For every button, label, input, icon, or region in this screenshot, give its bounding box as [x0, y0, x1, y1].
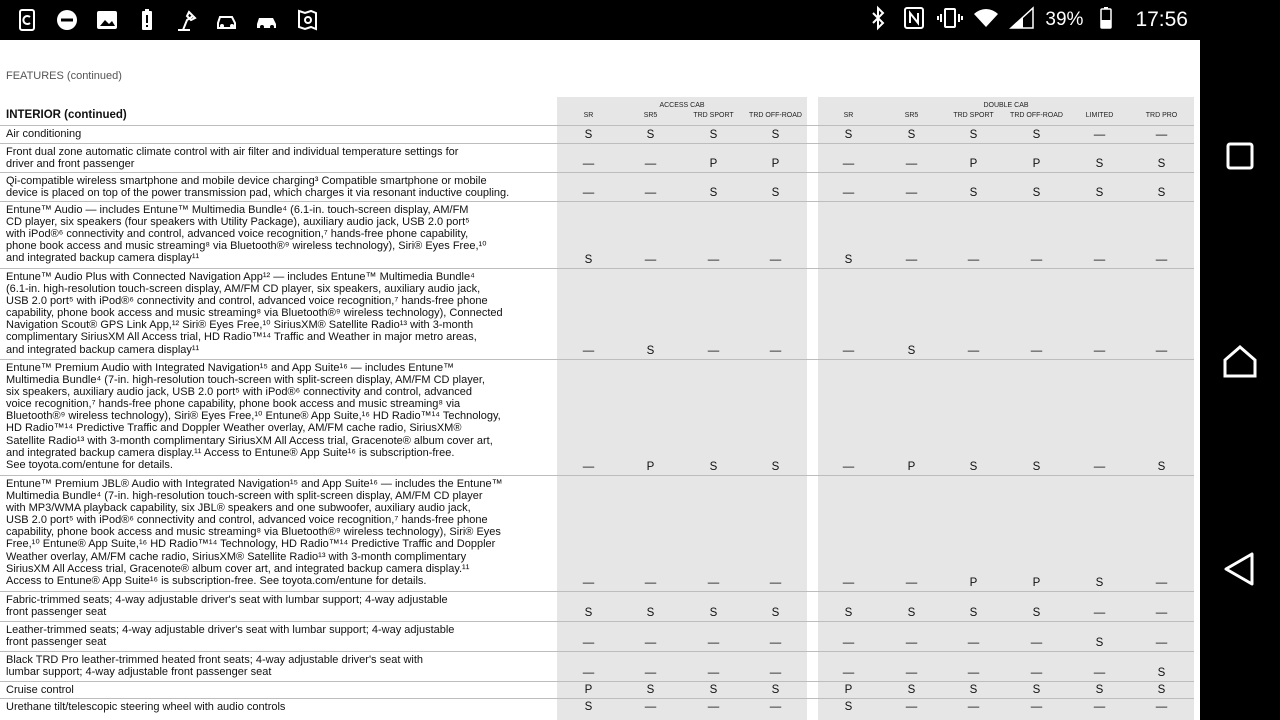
availability-cell: — — [1155, 254, 1168, 266]
battery-icon — [1093, 5, 1119, 36]
availability-cell: — — [842, 345, 855, 357]
availability-cell: — — [1093, 667, 1106, 679]
availability-cell: S — [584, 607, 593, 619]
availability-cell: S — [969, 607, 978, 619]
availability-cell: P — [1032, 577, 1041, 589]
availability-cell: S — [844, 254, 853, 266]
availability-cell: S — [969, 187, 978, 199]
availability-cell: — — [707, 637, 720, 649]
feature-description: Urethane tilt/telescopic steering wheel with audio controls — [6, 701, 286, 713]
availability-cell: — — [967, 345, 980, 357]
availability-cell: — — [1155, 701, 1168, 713]
availability-cell: — — [644, 577, 657, 589]
availability-cell: — — [905, 577, 918, 589]
availability-cell: S — [1032, 607, 1041, 619]
availability-cell: P — [1032, 158, 1041, 170]
availability-cell: — — [842, 158, 855, 170]
car-icon — [254, 7, 280, 33]
screenshot-icon — [14, 7, 40, 33]
feature-description: Air conditioning — [6, 128, 82, 140]
availability-cell: S — [1095, 637, 1104, 649]
availability-cell: S — [1095, 187, 1104, 199]
do-not-disturb-icon — [54, 7, 80, 33]
image-icon — [94, 7, 120, 33]
availability-cell: S — [907, 684, 916, 696]
availability-cell: — — [644, 158, 657, 170]
availability-cell: — — [1155, 577, 1168, 589]
table-row — [0, 359, 1194, 475]
feature-description: Entune™ Premium JBL® Audio with Integrated Navigation¹⁵ and App Suite¹⁶ — includes the Entune™ Multimedia Bundle⁴ (7-in. high-resolution touch-screen with split-screen display, AM/FM CD player with MP3/WMA playback capability, six JBL® speakers and one subwoofer, auxiliary audio jack, USB 2.0 port⁵ with iPod®⁶ connectivity and control, advanced voice recognition,⁷ hands-free phone capability, phone book access and music streaming⁸ via Bluetooth®⁹ wireless technology), Siri® Eyes Free,¹⁰ Entune® App Suite,¹⁶ HD Radio™¹⁴ Technology, HD Radio™¹⁴ Predictive Traffic and Doppler Weather overlay, AM/FM cache radio, SiriusXM® Satellite Radio¹³ with 3-month complimentary SiriusXM All Access trial, Gracenote® album cover art, and integrated backup camera display.¹¹ Access to Entune® App Suite¹⁶ is subscription-free. See toyota.com/entune for details. — [6, 478, 503, 587]
column-header: TRD OFF-ROAD — [749, 112, 802, 119]
availability-cell: S — [646, 345, 655, 357]
availability-cell: — — [582, 345, 595, 357]
availability-cell: S — [1032, 684, 1041, 696]
availability-cell: — — [769, 701, 782, 713]
availability-cell: — — [582, 461, 595, 473]
table-row — [0, 201, 1194, 268]
availability-cell: — — [905, 637, 918, 649]
clock: 17:56 — [1135, 8, 1188, 31]
map-search-icon — [294, 7, 320, 33]
feature-description: Fabric-trimmed seats; 4-way adjustable driver's seat with lumbar support; 4-way adjustable front passenger seat — [6, 594, 448, 619]
availability-cell: — — [644, 637, 657, 649]
recents-button[interactable] — [1220, 136, 1260, 176]
availability-cell: — — [582, 187, 595, 199]
availability-cell: — — [1030, 345, 1043, 357]
availability-cell: — — [1155, 129, 1168, 141]
availability-cell: S — [646, 684, 655, 696]
group-header-access-cab: ACCESS CAB — [659, 102, 705, 109]
column-header: TRD OFF-ROAD — [1010, 112, 1063, 119]
availability-cell: — — [1030, 254, 1043, 266]
recents-icon — [1220, 136, 1260, 176]
home-button[interactable] — [1220, 342, 1260, 382]
feature-description: Black TRD Pro leather-trimmed heated front seats; 4-way adjustable driver's seat with lumbar support; 4-way adjustable front passenger seat — [6, 654, 424, 679]
availability-cell: S — [584, 129, 593, 141]
column-headers — [0, 112, 1200, 124]
availability-cell: S — [969, 461, 978, 473]
back-icon — [1220, 549, 1260, 589]
availability-cell: S — [646, 607, 655, 619]
navigation-bar — [1200, 40, 1280, 720]
availability-cell: S — [1157, 667, 1166, 679]
availability-cell: S — [771, 461, 780, 473]
availability-cell: S — [584, 701, 593, 713]
availability-cell: — — [905, 701, 918, 713]
column-header: TRD SPORT — [953, 112, 994, 119]
availability-cell: S — [709, 684, 718, 696]
table-row — [0, 681, 1194, 698]
availability-cell: S — [1157, 158, 1166, 170]
system-icons — [865, 0, 1188, 40]
availability-cell: — — [707, 254, 720, 266]
feature-description: Entune™ Premium Audio with Integrated Navigation¹⁵ and App Suite¹⁶ — includes Entune™ Multimedia Bundle⁴ (7-in. high-resolution touch-screen with split-screen display, AM/FM CD player, six speakers, auxiliary audio jack, USB 2.0 port⁵ with iPod®⁶ connectivity and control, advanced voice recognition,⁷ hands-free phone capability, phone book access and music streaming⁸ via Bluetooth®⁹ wireless technology), Siri® Eyes Free,¹⁰ Entune® App Suite,¹⁶ HD Radio™¹⁴ Technology, HD Radio™¹⁴ Predictive Traffic and Doppler Weather overlay, AM/FM cache radio, SiriusXM® Satellite Radio¹³ with 3-month complimentary SiriusXM All Access trial, Gracenote® album cover art, and integrated backup camera display.¹¹ Access to Entune® App Suite¹⁶ is subscription-free. See toyota.com/entune for details. — [6, 362, 501, 471]
availability-cell: — — [644, 187, 657, 199]
availability-cell: — — [905, 667, 918, 679]
availability-cell: — — [1030, 667, 1043, 679]
availability-cell: S — [709, 187, 718, 199]
availability-cell: — — [1155, 345, 1168, 357]
column-header: LIMITED — [1085, 112, 1114, 119]
table-row — [0, 125, 1194, 143]
column-header: SR — [583, 112, 594, 119]
availability-cell: P — [844, 684, 853, 696]
availability-cell: — — [769, 345, 782, 357]
availability-cell: — — [582, 637, 595, 649]
availability-cell: — — [1093, 129, 1106, 141]
availability-cell: — — [842, 187, 855, 199]
car-icon — [214, 7, 240, 33]
availability-cell: — — [1030, 637, 1043, 649]
availability-cell: — — [842, 667, 855, 679]
availability-cell: S — [844, 701, 853, 713]
section-title: INTERIOR (continued) — [6, 109, 127, 121]
availability-cell: S — [1095, 577, 1104, 589]
back-button[interactable] — [1220, 549, 1260, 589]
availability-cell: S — [969, 684, 978, 696]
column-header: TRD PRO — [1145, 112, 1178, 119]
availability-cell: S — [771, 607, 780, 619]
availability-cell: — — [769, 667, 782, 679]
availability-cell: P — [969, 158, 978, 170]
availability-cell: S — [1032, 461, 1041, 473]
availability-cell: — — [842, 461, 855, 473]
feature-description: Qi-compatible wireless smartphone and mobile device charging³ Compatible smartphone or mobile device is placed on top of the power transmission pad, which charges it via resonant inductive coupling. — [6, 175, 510, 200]
availability-cell: P — [584, 684, 593, 696]
availability-cell: S — [1157, 684, 1166, 696]
feature-description: Cruise control — [6, 684, 74, 696]
availability-cell: S — [907, 129, 916, 141]
availability-cell: — — [905, 158, 918, 170]
column-header: SR5 — [904, 112, 919, 119]
document-viewer[interactable] — [0, 40, 1200, 720]
group-header-double-cab: DOUBLE CAB — [983, 102, 1029, 109]
availability-cell: S — [709, 607, 718, 619]
table-row — [0, 143, 1194, 172]
availability-cell: S — [1032, 187, 1041, 199]
availability-cell: — — [967, 254, 980, 266]
availability-cell: S — [646, 129, 655, 141]
availability-cell: S — [844, 607, 853, 619]
availability-cell: S — [771, 684, 780, 696]
availability-cell: — — [644, 701, 657, 713]
page-header: FEATURES (continued) — [6, 70, 122, 82]
availability-cell: P — [907, 461, 916, 473]
availability-cell: — — [707, 577, 720, 589]
table-row — [0, 698, 1194, 715]
availability-cell: — — [769, 254, 782, 266]
availability-cell: S — [709, 129, 718, 141]
availability-cell: — — [769, 637, 782, 649]
table-row — [0, 172, 1194, 201]
availability-cell: S — [844, 129, 853, 141]
availability-cell: — — [1093, 607, 1106, 619]
signal-icon — [1009, 5, 1035, 36]
availability-cell: — — [707, 667, 720, 679]
availability-cell: P — [969, 577, 978, 589]
availability-cell: S — [1095, 158, 1104, 170]
availability-cell: S — [709, 461, 718, 473]
vibrate-icon — [937, 5, 963, 36]
availability-cell: — — [707, 345, 720, 357]
availability-cell: S — [1032, 129, 1041, 141]
table-row — [0, 621, 1194, 651]
availability-cell: — — [1093, 345, 1106, 357]
battery-percentage: 39% — [1045, 9, 1084, 30]
availability-cell: — — [967, 667, 980, 679]
availability-cell: — — [1155, 607, 1168, 619]
availability-cell: S — [771, 129, 780, 141]
feature-description: Entune™ Audio — includes Entune™ Multimedia Bundle⁴ (6.1-in. touch-screen display, AM/FM CD player, six speakers (four speakers with Utility Package), auxiliary audio jack, USB 2.0 port⁵ with iPod®⁶ connectivity and control, advanced voice recognition,⁷ hands-free phone capability, phone book access and music streaming⁸ via Bluetooth®⁹ wireless technology), Siri® Eyes Free,¹⁰ and integrated backup camera display¹¹ — [6, 204, 487, 265]
availability-cell: — — [967, 701, 980, 713]
availability-cell: S — [771, 187, 780, 199]
availability-cell: — — [842, 577, 855, 589]
availability-cell: S — [1095, 684, 1104, 696]
availability-cell: — — [582, 577, 595, 589]
availability-cell: — — [707, 701, 720, 713]
home-icon — [1220, 342, 1260, 382]
availability-cell: — — [1030, 701, 1043, 713]
availability-cell: S — [584, 254, 593, 266]
availability-cell: — — [644, 667, 657, 679]
availability-cell: — — [1155, 637, 1168, 649]
availability-cell: — — [1093, 461, 1106, 473]
availability-cell: — — [769, 577, 782, 589]
availability-cell: — — [842, 637, 855, 649]
availability-cell: S — [969, 129, 978, 141]
availability-cell: S — [907, 607, 916, 619]
availability-cell: — — [644, 254, 657, 266]
table-row — [0, 651, 1194, 681]
battery-alert-icon — [134, 7, 160, 33]
availability-cell: — — [582, 158, 595, 170]
table-row — [0, 475, 1194, 591]
availability-cell: P — [646, 461, 655, 473]
availability-cell: S — [1157, 187, 1166, 199]
availability-cell: P — [771, 158, 780, 170]
wifi-icon — [973, 5, 999, 36]
column-header: SR — [843, 112, 854, 119]
availability-cell: S — [1157, 461, 1166, 473]
feature-description: Leather-trimmed seats; 4-way adjustable driver's seat with lumbar support; 4-way adjustable front passenger seat — [6, 624, 455, 649]
availability-cell: — — [905, 187, 918, 199]
feature-description: Front dual zone automatic climate control with air filter and individual temperature settings for driver and front passenger — [6, 146, 459, 171]
table-row — [0, 591, 1194, 621]
availability-cell: P — [709, 158, 718, 170]
availability-cell: — — [905, 254, 918, 266]
availability-cell: S — [907, 345, 916, 357]
availability-cell: — — [1093, 701, 1106, 713]
bluetooth-icon — [865, 5, 891, 36]
status-bar — [0, 0, 1280, 40]
nfc-icon — [901, 5, 927, 36]
feature-description: Entune™ Audio Plus with Connected Navigation App¹² — includes Entune™ Multimedia Bundle⁴ (6.1-in. high-resolution touch-screen display, AM/FM CD player, six speakers, auxiliary audio jack, USB 2.0 port⁵ with iPod®⁶ connectivity and control, advanced voice recognition,⁷ hands-free phone capability, phone book access and music streaming⁸ via Bluetooth®⁹ wireless technology), Connected Navigation Scout® GPS Link App,¹² Siri® Eyes Free,¹⁰ SiriusXM® Satellite Radio¹³ with 3-month complimentary SiriusXM All Access trial, HD Radio™¹⁴ Traffic and Weather in major metro areas, and integrated backup camera display¹¹ — [6, 271, 503, 356]
availability-cell: — — [1093, 254, 1106, 266]
notification-icons — [14, 0, 320, 40]
column-header: TRD SPORT — [693, 112, 734, 119]
lamp-icon — [174, 7, 200, 33]
availability-cell: — — [967, 637, 980, 649]
availability-cell: — — [582, 667, 595, 679]
table-row — [0, 268, 1194, 359]
column-header: SR5 — [643, 112, 658, 119]
